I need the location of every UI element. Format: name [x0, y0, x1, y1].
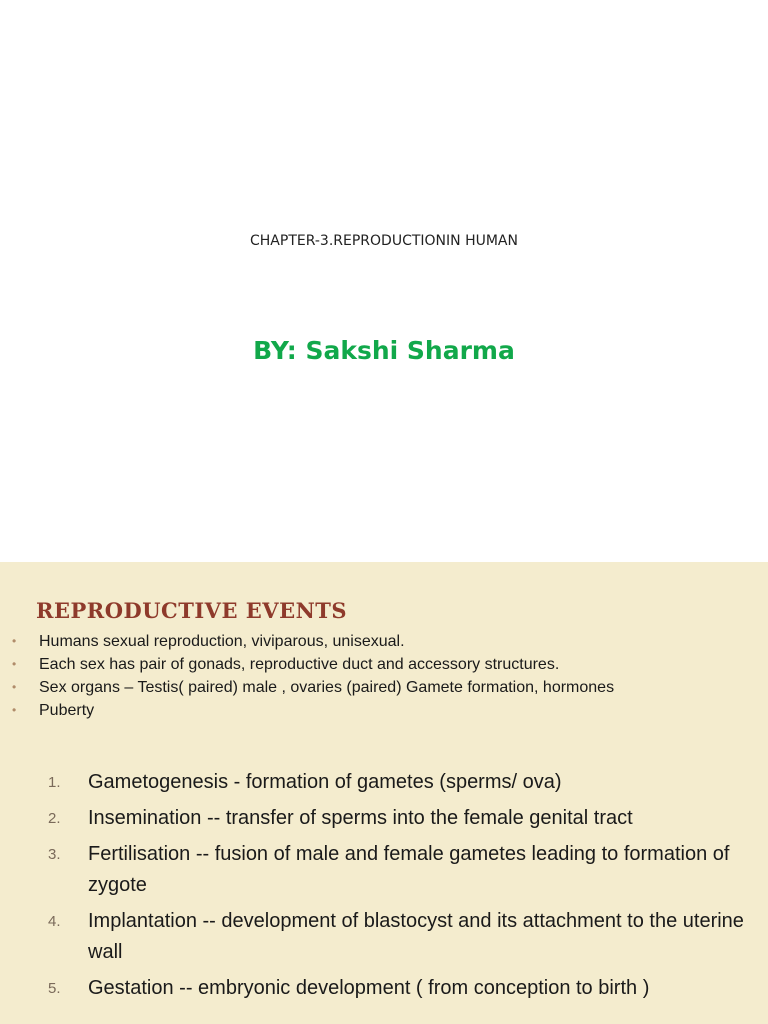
- item-text: Implantation -- development of blastocyst and its attachment to the uterine wall: [88, 910, 744, 963]
- item-number: 3.: [48, 846, 61, 863]
- numbered-item: [0, 767, 768, 798]
- chapter-title: CHAPTER-3.REPRODUCTIONIN HUMAN: [250, 233, 518, 249]
- item-number: 5.: [48, 980, 61, 997]
- item-text: Insemination -- transfer of sperms into the female genital tract: [88, 807, 633, 829]
- bullet-icon: •: [12, 703, 17, 717]
- bullet-item: [0, 630, 768, 653]
- item-text: Gametogenesis - formation of gametes (sperms/ ova): [88, 771, 562, 793]
- bullet-list: [0, 630, 768, 722]
- bullet-text: Sex organs – Testis( paired) male , ovaries (paired) Gamete formation, hormones: [39, 679, 615, 696]
- numbered-item: [0, 906, 768, 968]
- content-slide: [0, 562, 768, 1024]
- bullet-text: Humans sexual reproduction, viviparous, unisexual.: [39, 633, 405, 650]
- numbered-item: [0, 839, 768, 901]
- bullet-text: Each sex has pair of gonads, reproductive duct and accessory structures.: [39, 656, 560, 673]
- bullet-icon: •: [12, 634, 17, 648]
- author-line: BY: Sakshi Sharma: [253, 336, 515, 365]
- item-text: Gestation -- embryonic development ( from conception to birth ): [88, 977, 650, 999]
- item-text: Fertilisation -- fusion of male and female gametes leading to formation of zygote: [88, 843, 730, 896]
- numbered-item: [0, 973, 768, 1004]
- bullet-text: Puberty: [39, 702, 95, 719]
- bullet-item: [0, 653, 768, 676]
- item-number: 1.: [48, 774, 61, 791]
- slide-heading: REPRODUCTIVE EVENTS: [36, 598, 348, 623]
- item-number: 2.: [48, 810, 61, 827]
- bullet-item: [0, 676, 768, 699]
- bullet-item: [0, 699, 768, 722]
- bullet-icon: •: [12, 680, 17, 694]
- numbered-list: [0, 767, 768, 1009]
- bullet-icon: •: [12, 657, 17, 671]
- numbered-item: [0, 803, 768, 834]
- item-number: 4.: [48, 913, 61, 930]
